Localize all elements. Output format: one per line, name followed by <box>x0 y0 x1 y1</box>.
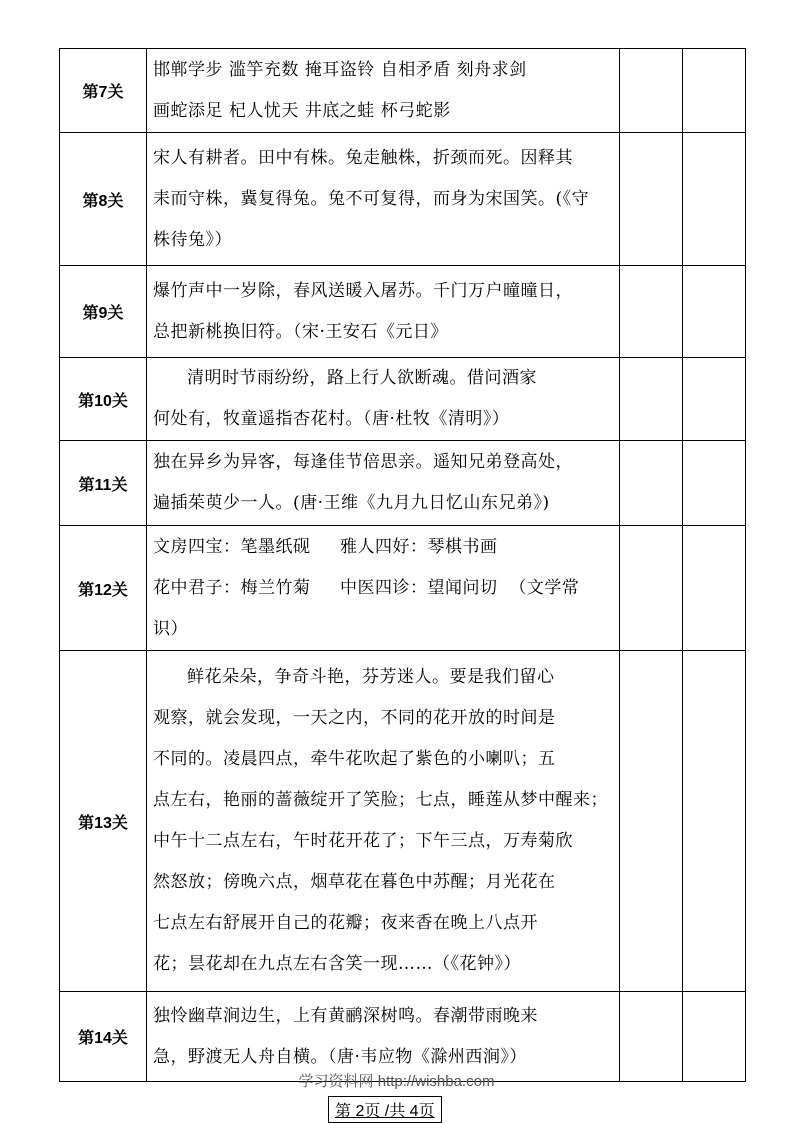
level-content <box>147 133 620 266</box>
level-label: 第7关 <box>60 49 147 133</box>
table-row <box>60 49 746 133</box>
level-label: 第8关 <box>60 133 147 266</box>
content-line: 花；昙花却在九点左右含笑一现……（《花钟》） <box>153 954 521 974</box>
content-line: 总把新桃换旧符。（宋·王安石《元日》 <box>153 321 448 342</box>
content-line: 邯郸学步 滥竽充数 掩耳盗铃 自相矛盾 刻舟求剑 <box>153 59 527 80</box>
content-line: 独在异乡为异客，每逢佳节倍思亲。遥知兄弟登高处， <box>153 452 573 472</box>
level-content <box>147 358 620 441</box>
level-label: 第11关 <box>60 441 147 526</box>
blank-cell <box>683 133 746 266</box>
content-line: 花中君子：梅兰竹菊 中医四诊：望闻问切 （文学常 <box>153 577 580 598</box>
level-content <box>147 266 620 358</box>
content-line: 何处有，牧童遥指杏花村。（唐·杜牧《清明》） <box>153 409 510 429</box>
content-line: 七点左右舒展开自己的花瓣；夜来香在晚上八点开 <box>153 913 538 933</box>
content-line: 清明时节雨纷纷，路上行人欲断魂。借问酒家 <box>187 368 537 388</box>
content-line: 不同的。凌晨四点，牵牛花吹起了紫色的小喇叭；五 <box>153 749 556 769</box>
blank-cell <box>620 651 683 992</box>
blank-cell <box>683 441 746 526</box>
content-line: 画蛇添足 杞人忧天 井底之蛙 杯弓蛇影 <box>153 100 451 121</box>
content-line: 株待兔》） <box>153 229 232 250</box>
table-row <box>60 992 746 1082</box>
content-line: 爆竹声中一岁除，春风送暖入屠苏。千门万户曈曈日， <box>153 280 573 301</box>
level-label: 第10关 <box>60 358 147 441</box>
table-row <box>60 133 746 266</box>
level-content <box>147 992 620 1082</box>
content-line: 识） <box>153 618 188 639</box>
blank-cell <box>683 49 746 133</box>
content-line: 文房四宝：笔墨纸砚 雅人四好：琴棋书画 <box>153 536 498 557</box>
content-line: 宋人有耕者。田中有株。兔走触株，折颈而死。因释其 <box>153 147 573 168</box>
content-line: 点左右，艳丽的蔷薇绽开了笑脸；七点，睡莲从梦中醒来； <box>153 790 608 810</box>
table-row <box>60 651 746 992</box>
content-line: 然怒放；傍晚六点，烟草花在暮色中苏醒；月光花在 <box>153 872 556 892</box>
blank-cell <box>683 266 746 358</box>
content-line: 耒而守株，冀复得兔。兔不可复得，而身为宋国笑。(《守 <box>153 188 590 209</box>
level-content <box>147 49 620 133</box>
page-indicator: 第 2页 /共 4页 <box>328 1096 442 1123</box>
blank-cell <box>620 49 683 133</box>
table-row <box>60 526 746 651</box>
level-label: 第9关 <box>60 266 147 358</box>
footer-site: 学习资料网 http://wishba.com <box>298 1073 495 1090</box>
content-line: 急，野渡无人舟自横。（唐·韦应物《滁州西涧》） <box>153 1046 527 1067</box>
blank-cell <box>620 133 683 266</box>
blank-cell <box>620 358 683 441</box>
level-content <box>147 441 620 526</box>
blank-cell <box>620 441 683 526</box>
blank-cell <box>683 526 746 651</box>
level-label: 第12关 <box>60 526 147 651</box>
content-line: 中午十二点左右，午时花开花了；下午三点，万寿菊欣 <box>153 831 573 851</box>
level-label: 第14关 <box>60 992 147 1082</box>
blank-cell <box>683 992 746 1082</box>
blank-cell <box>683 651 746 992</box>
table-row <box>60 441 746 526</box>
blank-cell <box>620 526 683 651</box>
content-line: 独怜幽草涧边生，上有黄鹂深树鸣。春潮带雨晚来 <box>153 1005 538 1026</box>
blank-cell <box>683 358 746 441</box>
content-line: 鲜花朵朵，争奇斗艳，芬芳迷人。要是我们留心 <box>187 667 555 687</box>
level-content <box>147 526 620 651</box>
levels-table <box>59 48 746 1082</box>
blank-cell <box>620 992 683 1082</box>
table-row <box>60 266 746 358</box>
blank-cell <box>620 266 683 358</box>
level-content <box>147 651 620 992</box>
table-row <box>60 358 746 441</box>
content-line: 遍插茱萸少一人。(唐·王维《九月九日忆山东兄弟》) <box>153 493 550 513</box>
content-line: 观察，就会发现，一天之内，不同的花开放的时间是 <box>153 708 556 728</box>
level-label: 第13关 <box>60 651 147 992</box>
